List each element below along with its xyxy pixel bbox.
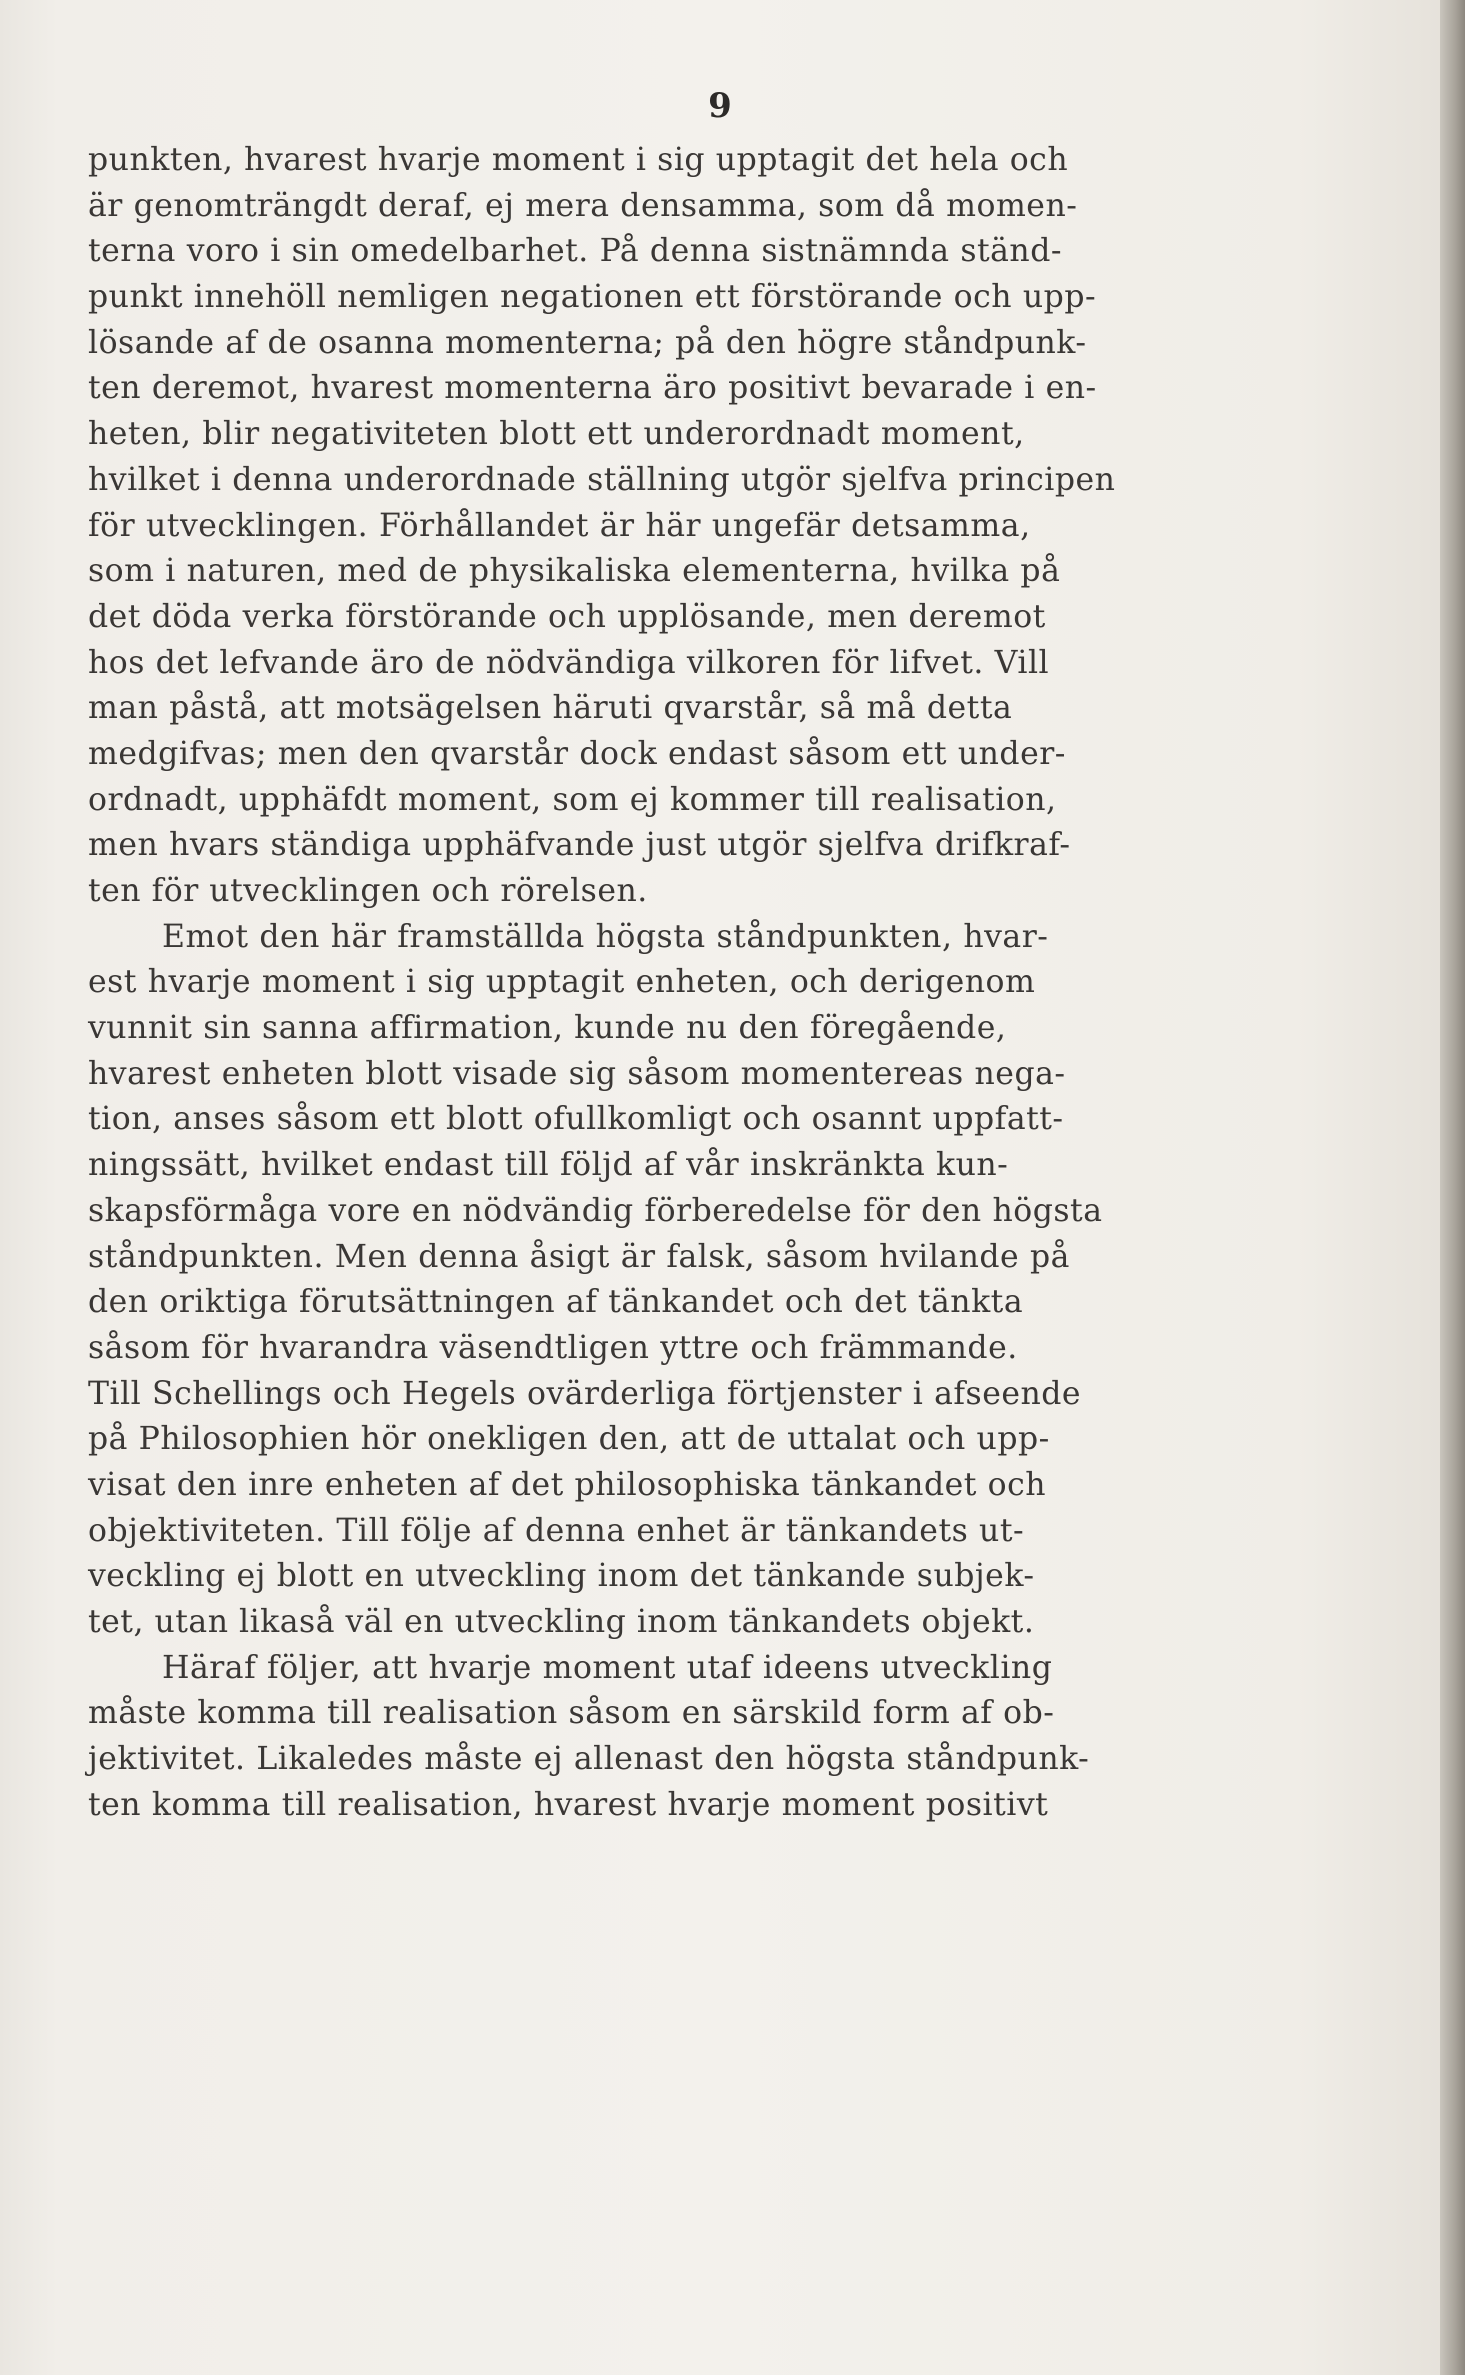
page-edge — [1440, 0, 1465, 2375]
text-line: Emot den här framställda högsta ståndpunkten, hvar- — [162, 918, 1049, 955]
text-line: visat den inre enheten af det philosophiska tänkandet och — [88, 1466, 1047, 1503]
text-line: på Philosophien hör onekligen den, att de uttalat och upp- — [88, 1421, 1050, 1458]
text-line: såsom för hvarandra väsendtligen yttre och främmande. — [88, 1329, 1018, 1366]
text-line: hos det lefvande äro de nödvändiga vilkoren för lifvet. Vill — [88, 644, 1050, 681]
text-line: Till Schellings och Hegels ovärderliga förtjenster i afseende — [88, 1375, 1082, 1412]
text-line: ningssätt, hvilket endast till följd af vår inskränkta kun- — [88, 1147, 1009, 1184]
text-line: ten deremot, hvarest momenterna äro positivt bevarade i en- — [88, 370, 1097, 407]
text-line: ståndpunkten. Men denna åsigt är falsk, såsom hvilande på — [88, 1238, 1070, 1275]
text-line: heten, blir negativiteten blott ett underordnadt moment, — [88, 416, 1025, 453]
text-line: hvilket i denna underordnade ställning utgör sjelfva principen — [88, 461, 1116, 498]
text-line: tion, anses såsom ett blott ofullkomligt och osannt uppfatt- — [88, 1101, 1064, 1138]
text-line: hvarest enheten blott visade sig såsom momentereas nega- — [88, 1055, 1066, 1092]
text-line: punkten, hvarest hvarje moment i sig upptagit det hela och — [88, 142, 1069, 178]
text-line: tet, utan likaså väl en utveckling inom tänkandets objekt. — [88, 1604, 1035, 1640]
text-line: man påstå, att motsägelsen häruti qvarstår, så må detta — [88, 690, 1013, 727]
text-line: est hvarje moment i sig upptagit enheten, och derigenom — [88, 964, 1036, 1001]
text-line: skapsförmåga vore en nödvändig förberedelse för den högsta — [88, 1192, 1103, 1229]
page-number: 9 — [708, 86, 732, 126]
text-line: Häraf följer, att hvarje moment utaf ideens utveckling — [162, 1649, 1053, 1686]
text-line: som i naturen, med de physikaliska elementerna, hvilka på — [88, 553, 1061, 590]
text-line: det döda verka förstörande och upplösande, men deremot — [88, 598, 1046, 635]
body-text — [88, 138, 1188, 1828]
text-line: medgifvas; men den qvarstår dock endast såsom ett under- — [88, 735, 1066, 772]
text-line: veckling ej blott en utveckling inom det tänkande subjek- — [88, 1558, 1035, 1595]
text-line: objektiviteten. Till följe af denna enhet är tänkandets ut- — [88, 1512, 1025, 1549]
text-line: jektivitet. Likaledes måste ej allenast den högsta ståndpunk- — [88, 1741, 1090, 1778]
text-line: terna voro i sin omedelbarhet. På denna sistnämnda ständ- — [88, 233, 1063, 270]
text-line: den oriktiga förutsättningen af tänkandet och det tänkta — [88, 1284, 1024, 1321]
text-line: ordnadt, upphäfdt moment, som ej kommer till realisation, — [88, 781, 1057, 818]
text-line: ten komma till realisation, hvarest hvarje moment positivt — [88, 1786, 1049, 1823]
text-line: punkt innehöll nemligen negationen ett förstörande och upp- — [88, 279, 1097, 316]
text-line: lösande af de osanna momenterna; på den högre ståndpunk- — [88, 324, 1087, 361]
text-line: för utvecklingen. Förhållandet är här ungefär detsamma, — [88, 507, 1031, 544]
text-line: vunnit sin sanna affirmation, kunde nu den föregående, — [88, 1010, 1007, 1047]
text-line: ten för utvecklingen och rörelsen. — [88, 873, 648, 909]
text-line: måste komma till realisation såsom en särskild form af ob- — [88, 1695, 1055, 1732]
text-line: men hvars ständiga upphäfvande just utgör sjelfva drifkraf- — [88, 827, 1071, 864]
text-line: är genomträngdt deraf, ej mera densamma, som då momen- — [88, 187, 1078, 224]
